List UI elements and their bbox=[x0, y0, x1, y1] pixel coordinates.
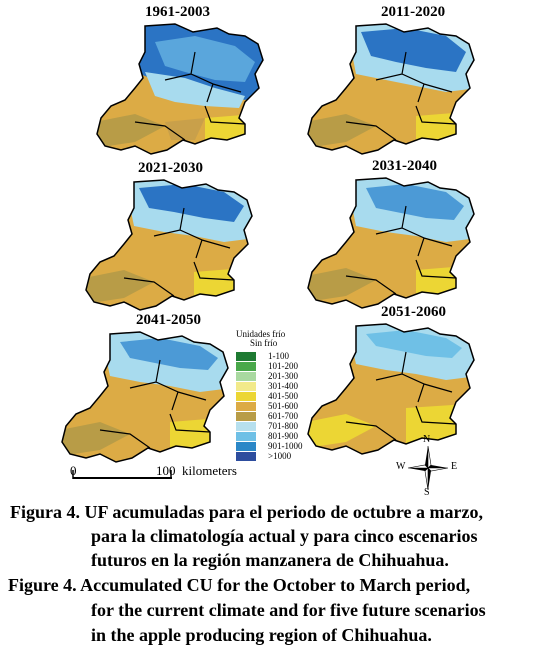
legend-subtitle: Sin frío bbox=[250, 338, 278, 348]
legend-swatch bbox=[236, 362, 256, 371]
legend-swatch bbox=[236, 392, 256, 401]
legend-label: 501-600 bbox=[268, 401, 298, 411]
caption-es-line-1: Figura 4. UF acumuladas para el periodo de octubre a marzo, bbox=[10, 502, 483, 522]
panel-title: 1961-2003 bbox=[145, 4, 210, 20]
map-legend bbox=[236, 329, 316, 461]
scale-start-label: 0 bbox=[70, 463, 77, 478]
panel-title: 2051-2060 bbox=[381, 304, 446, 320]
caption-es-line-2: para la climatología actual y para cinco escenarios bbox=[91, 526, 478, 546]
legend-rows bbox=[236, 348, 316, 461]
legend-swatch bbox=[236, 412, 256, 421]
legend-label: >1000 bbox=[268, 451, 292, 461]
legend-swatch bbox=[236, 372, 256, 381]
caption-es-line-3: futuros en la región manzanera de Chihuahua. bbox=[91, 550, 449, 570]
legend-swatch bbox=[236, 352, 256, 361]
legend-label: 201-300 bbox=[268, 371, 298, 381]
legend-swatch bbox=[236, 382, 256, 391]
legend-swatch bbox=[236, 422, 256, 431]
region-map bbox=[95, 22, 267, 158]
region-map bbox=[60, 330, 232, 466]
legend-swatch bbox=[236, 432, 256, 441]
compass-south: S bbox=[424, 487, 430, 498]
panel-title: 2031-2040 bbox=[372, 158, 437, 174]
caption-en-line-2: for the current climate and for five future scenarios bbox=[91, 600, 486, 620]
compass-north: N bbox=[423, 434, 431, 445]
legend-label: 101-200 bbox=[268, 361, 298, 371]
region-map bbox=[306, 322, 478, 458]
legend-swatch bbox=[236, 442, 256, 451]
caption-en-line-1: Figure 4. Accumulated CU for the October to March period, bbox=[8, 575, 471, 595]
compass-west: W bbox=[396, 461, 406, 472]
legend-label: 301-400 bbox=[268, 381, 298, 391]
panel-title: 2041-2050 bbox=[136, 312, 201, 328]
compass-east: E bbox=[451, 461, 458, 472]
panel-title: 2011-2020 bbox=[381, 4, 446, 20]
legend-label: 801-900 bbox=[268, 431, 298, 441]
legend-label: 401-500 bbox=[268, 391, 298, 401]
legend-title: Unidades frío bbox=[236, 329, 286, 339]
legend-label: 1-100 bbox=[268, 351, 289, 361]
region-map bbox=[84, 178, 256, 314]
caption-en-line-3: in the apple producing region of Chihuahua. bbox=[91, 625, 432, 645]
region-map bbox=[306, 176, 478, 312]
legend-swatch bbox=[236, 452, 256, 461]
region-map bbox=[306, 22, 478, 158]
legend-label: 601-700 bbox=[268, 411, 298, 421]
north-arrow-icon bbox=[396, 434, 460, 498]
scale-unit-label: kilometers bbox=[182, 463, 237, 478]
scale-end-label: 100 bbox=[156, 463, 176, 478]
legend-label: 901-1000 bbox=[268, 441, 303, 451]
legend-label: 701-800 bbox=[268, 421, 298, 431]
panel-title: 2021-2030 bbox=[138, 160, 203, 176]
legend-swatch bbox=[236, 402, 256, 411]
